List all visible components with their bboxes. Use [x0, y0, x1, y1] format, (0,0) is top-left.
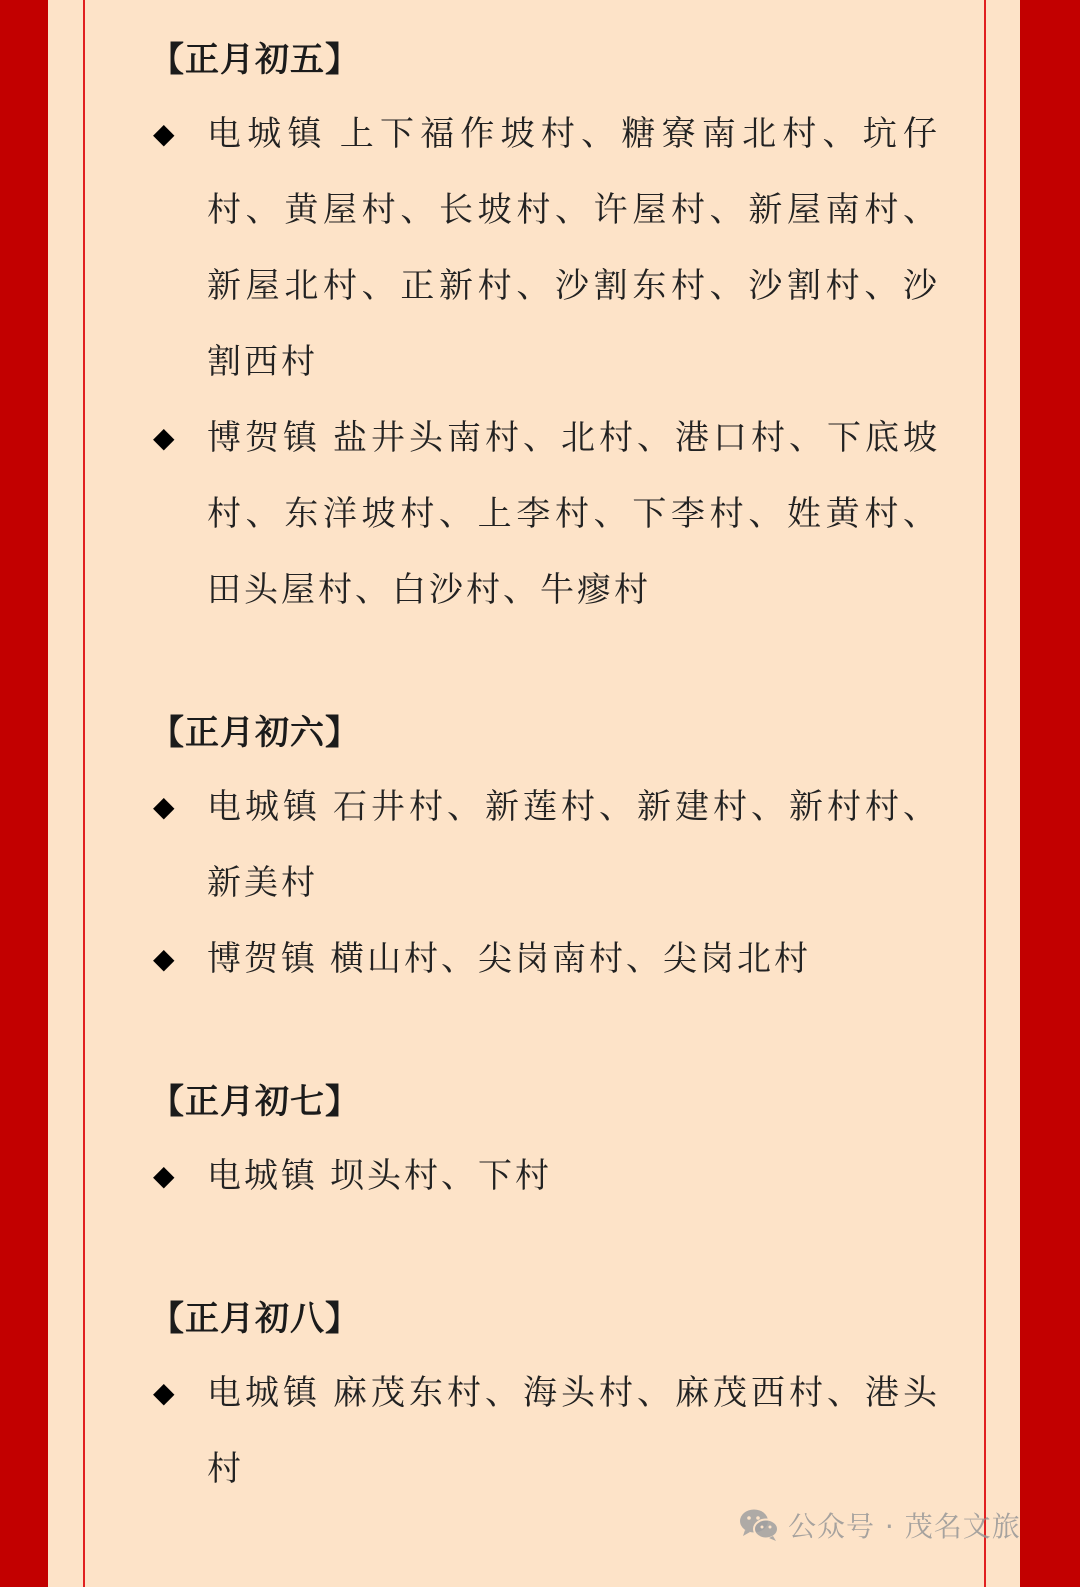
list-item	[150, 921, 940, 997]
diamond-bullet-icon: ◆	[153, 790, 178, 823]
town-name: 博贺镇	[207, 939, 318, 979]
section-day-7	[150, 1072, 940, 1214]
section-day-6	[150, 703, 940, 997]
village-list: 麻茂东村、海头村、麻茂西村、港头村	[207, 1373, 940, 1489]
town-name: 电城镇	[207, 114, 328, 154]
watermark-text: 公众号 · 茂名文旅	[788, 1510, 1021, 1543]
village-list: 横山村、尖岗南村、尖岗北村	[330, 939, 811, 979]
town-name: 博贺镇	[207, 418, 321, 458]
section-title: 【正月初七】	[150, 1082, 360, 1122]
list-item	[150, 1355, 940, 1507]
section-title: 【正月初六】	[150, 713, 360, 753]
diamond-bullet-icon: ◆	[153, 942, 178, 975]
section-day-8	[150, 1289, 940, 1507]
town-name: 电城镇	[207, 1156, 318, 1196]
diamond-bullet-icon: ◆	[153, 1159, 178, 1192]
right-red-border	[1020, 0, 1080, 1587]
left-inner-rule	[83, 0, 85, 1587]
section-title: 【正月初五】	[150, 40, 360, 80]
left-red-border	[0, 0, 48, 1587]
section-day-5	[150, 30, 940, 628]
list-item	[150, 96, 940, 400]
diamond-bullet-icon: ◆	[153, 1376, 178, 1409]
diamond-bullet-icon: ◆	[153, 117, 178, 150]
wechat-icon	[738, 1507, 780, 1543]
list-item	[150, 1138, 940, 1214]
village-list: 盐井头南村、北村、港口村、下底坡村、东洋坡村、上李村、下李村、姓黄村、田头屋村、白沙村、牛瘳村	[207, 418, 940, 610]
watermark	[738, 1505, 1021, 1545]
town-name: 电城镇	[207, 787, 321, 827]
right-inner-rule	[984, 0, 986, 1587]
schedule-content	[150, 30, 940, 1582]
village-list: 石井村、新莲村、新建村、新村村、新美村	[207, 787, 940, 903]
section-title: 【正月初八】	[150, 1299, 360, 1339]
list-item	[150, 400, 940, 628]
list-item	[150, 769, 940, 921]
town-name: 电城镇	[207, 1373, 321, 1413]
diamond-bullet-icon: ◆	[153, 421, 178, 454]
village-list: 上下福作坡村、糖寮南北村、坑仔村、黄屋村、长坡村、许屋村、新屋南村、新屋北村、正新村、沙割东村、沙割村、沙割西村	[207, 114, 941, 382]
village-list: 坝头村、下村	[330, 1156, 552, 1196]
